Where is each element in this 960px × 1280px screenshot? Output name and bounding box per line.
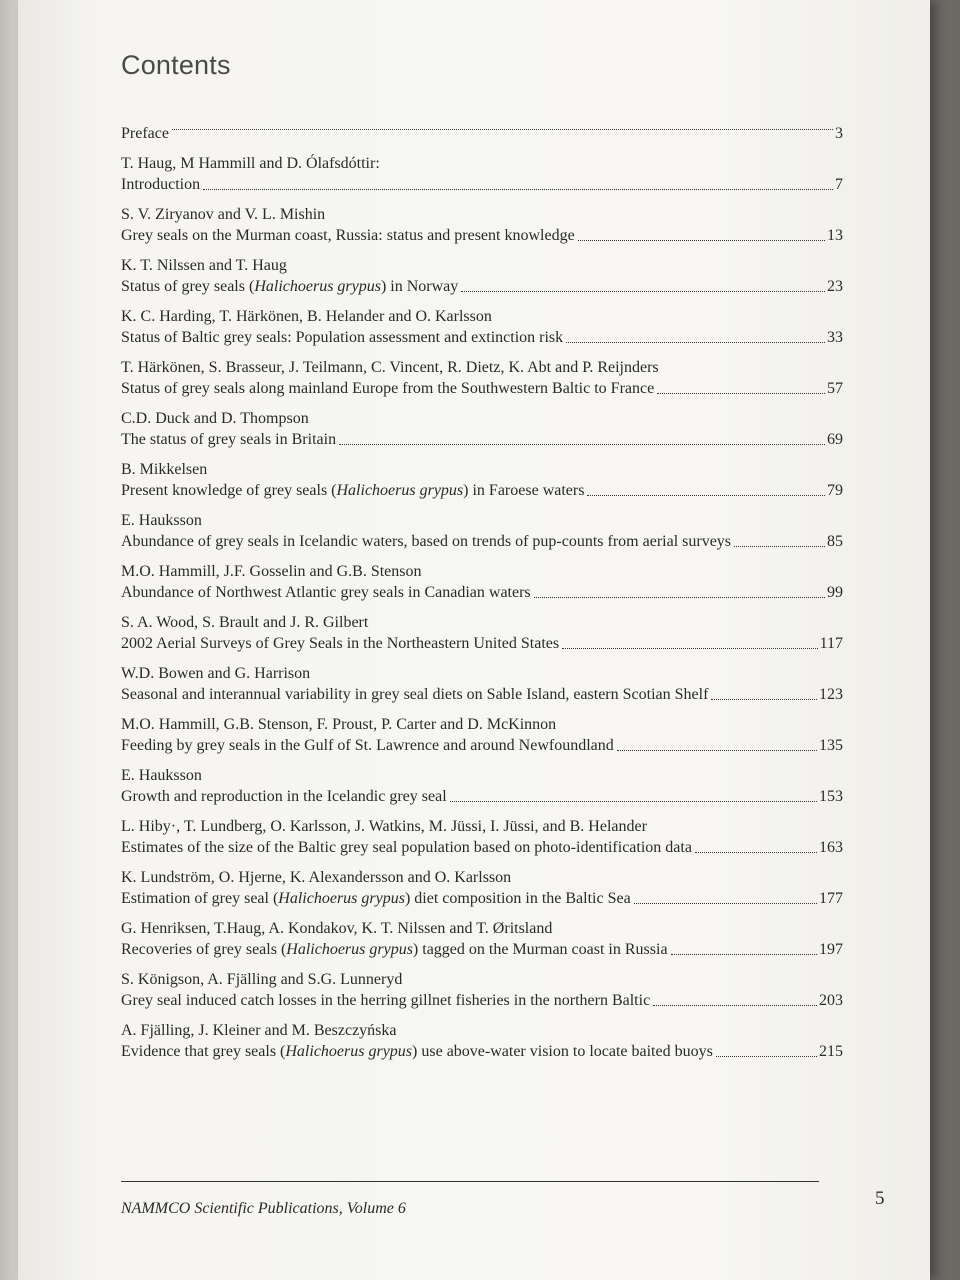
toc-entry-authors: S. V. Ziryanov and V. L. Mishin	[121, 206, 326, 223]
toc-entry-title	[121, 582, 531, 603]
toc-entry-page: 13	[827, 227, 843, 244]
toc-entry-page: 123	[819, 686, 843, 703]
toc-entry-title	[121, 1041, 713, 1062]
toc-entry-page: 33	[827, 329, 843, 346]
dot-leader	[634, 903, 817, 904]
toc-entry-page: 3	[835, 125, 843, 142]
dot-leader	[578, 240, 825, 241]
toc-entry-title-text: Estimation of grey seal (	[121, 890, 279, 907]
toc-entry-title-text: Seasonal and interannual variability in grey seal diets on Sable Island, eastern Scotian Shelf	[121, 686, 709, 703]
dot-leader	[617, 750, 817, 751]
toc-entry	[121, 357, 843, 399]
toc-entry-title-text: Status of grey seals along mainland Europe from the Southwestern Baltic to France	[121, 380, 655, 397]
dot-leader	[695, 852, 817, 853]
toc-entry-title-text: Status of grey seals (	[121, 278, 255, 295]
toc-entry-title	[121, 633, 559, 654]
toc-entry-title	[121, 429, 336, 450]
toc-entry-species-name: Halichoerus grypus	[254, 278, 381, 295]
toc-entry	[121, 255, 843, 297]
toc-entry-title	[121, 225, 575, 246]
toc-entry-title	[121, 684, 708, 705]
toc-entry-title	[121, 888, 631, 909]
toc-entry-page: 203	[819, 992, 843, 1009]
dot-leader	[203, 189, 833, 190]
toc-entry-title	[121, 837, 692, 858]
toc-entry	[121, 816, 843, 858]
document-page	[18, 0, 930, 1280]
toc-entry-authors: T. Härkönen, S. Brasseur, J. Teilmann, C. Vincent, R. Dietz, K. Abt and P. Reijnders	[121, 359, 659, 376]
toc-entry-title-text: Feeding by grey seals in the Gulf of St. Lawrence and around Newfoundland	[121, 737, 614, 754]
toc-entry-title-text: Recoveries of grey seals (	[121, 941, 287, 958]
toc-entry	[121, 663, 843, 705]
toc-entry-authors: A. Fjälling, J. Kleiner and M. Beszczyńska	[121, 1022, 397, 1039]
toc-entry	[121, 867, 843, 909]
toc-entry-page: 153	[819, 788, 843, 805]
footer-rule	[121, 1181, 819, 1182]
toc-entry-authors: M.O. Hammill, G.B. Stenson, F. Proust, P. Carter and D. McKinnon	[121, 716, 557, 733]
toc-entry-species-name: Halichoerus grypus	[286, 941, 413, 958]
dot-leader	[450, 801, 817, 802]
toc-entry-title	[121, 276, 458, 297]
toc-entry-authors: K. T. Nilssen and T. Haug	[121, 257, 287, 274]
toc-entry	[121, 918, 843, 960]
toc-entry-page: 85	[827, 533, 843, 550]
toc-entry	[121, 612, 843, 654]
dot-leader	[657, 393, 825, 394]
toc-entry-page: 99	[827, 584, 843, 601]
toc-entry-page: 197	[819, 941, 843, 958]
toc-entry	[121, 561, 843, 603]
toc-entry-title	[121, 786, 447, 807]
toc-entry-authors: W.D. Bowen and G. Harrison	[121, 665, 311, 682]
toc-entry-authors: K. C. Harding, T. Härkönen, B. Helander and O. Karlsson	[121, 308, 492, 325]
toc-entry-authors: C.D. Duck and D. Thompson	[121, 410, 309, 427]
contents-heading: Contents	[121, 50, 231, 80]
toc-entry-preface	[121, 114, 843, 144]
toc-entry-title	[121, 939, 668, 960]
dot-leader	[711, 699, 817, 700]
dot-leader	[534, 597, 825, 598]
dot-leader	[716, 1056, 817, 1057]
toc-entry-title-text: ) diet composition in the Baltic Sea	[404, 890, 631, 907]
dot-leader	[653, 1005, 817, 1006]
toc-entry	[121, 969, 843, 1011]
toc-entry	[121, 1020, 843, 1062]
toc-entry	[121, 714, 843, 756]
toc-entry-title-text: Status of Baltic grey seals: Population assessment and extinction risk	[121, 329, 564, 346]
toc-entry-authors: M.O. Hammill, J.F. Gosselin and G.B. Stenson	[121, 563, 422, 580]
toc-entry-title-text: Abundance of Northwest Atlantic grey seals in Canadian waters	[121, 584, 531, 601]
toc-entry	[121, 153, 843, 195]
toc-entry-title	[121, 735, 614, 756]
dot-leader	[461, 291, 825, 292]
toc-entry-title-text: Evidence that grey seals (	[121, 1043, 286, 1060]
toc-entry-title-text: Present knowledge of grey seals (	[121, 482, 337, 499]
toc-entry-title	[121, 378, 654, 399]
toc-entry-title-text: ) in Norway	[380, 278, 459, 295]
toc-entry-title-text: ) in Faroese waters	[463, 482, 585, 499]
toc-entry-authors: S. A. Wood, S. Brault and J. R. Gilbert	[121, 614, 369, 631]
toc-entry-page: 79	[827, 482, 843, 499]
toc-entry-species-name: Halichoerus grypus	[278, 890, 405, 907]
toc-entry-species-name: Halichoerus grypus	[336, 482, 464, 499]
dot-leader	[734, 546, 825, 547]
toc-entry-authors: L. Hiby·, T. Lundberg, O. Karlsson, J. Watkins, M. Jüssi, I. Jüssi, and B. Helander	[121, 818, 647, 835]
toc-entry-authors: E. Hauksson	[121, 767, 202, 784]
toc-entry-title	[121, 531, 731, 552]
toc-entry-title-text: Introduction	[121, 176, 201, 193]
toc-entry-title	[121, 480, 584, 501]
footer-publication: NAMMCO Scientific Publications, Volume 6	[121, 1200, 406, 1217]
toc-entry	[121, 459, 843, 501]
dot-leader	[172, 129, 833, 130]
toc-entry-page: 177	[819, 890, 843, 907]
toc-entry	[121, 765, 843, 807]
toc-entry-title	[121, 990, 650, 1011]
toc-entry-authors: T. Haug, M Hammill and D. Ólafsdóttir:	[121, 155, 380, 172]
toc-entry-title-text: The status of grey seals in Britain	[121, 431, 337, 448]
toc-entry-page: 7	[835, 176, 843, 193]
page-number: 5	[875, 1188, 885, 1209]
toc-entry	[121, 408, 843, 450]
dot-leader	[339, 444, 825, 445]
toc-entry-title-text: Abundance of grey seals in Icelandic waters, based on trends of pup-counts from aerial surveys	[121, 533, 732, 550]
toc-entry-title	[121, 174, 200, 195]
toc-entry-page: 57	[827, 380, 843, 397]
toc-entry-authors: S. Königson, A. Fjälling and S.G. Lunneryd	[121, 971, 403, 988]
toc-entry-page: 215	[819, 1043, 843, 1060]
dot-leader	[671, 954, 817, 955]
toc-entry-title-text: Grey seal induced catch losses in the herring gillnet fisheries in the northern Baltic	[121, 992, 651, 1009]
toc-entry-species-name: Halichoerus grypus	[285, 1043, 413, 1060]
toc-entry-title-text: Growth and reproduction in the Icelandic grey seal	[121, 788, 447, 805]
dot-leader	[566, 342, 825, 343]
toc-entry-authors: G. Henriksen, T.Haug, A. Kondakov, K. T. Nilssen and T. Øritsland	[121, 920, 553, 937]
toc-entry-title: Preface	[121, 125, 169, 142]
toc-entry-title-text: Estimates of the size of the Baltic grey seal population based on photo-identification data	[121, 839, 692, 856]
toc-entry	[121, 510, 843, 552]
toc-entry-page: 135	[819, 737, 843, 754]
toc-entry-title-text: ) use above-water vision to locate baited buoys	[412, 1043, 713, 1060]
toc-entry-authors: K. Lundström, O. Hjerne, K. Alexandersson and O. Karlsson	[121, 869, 512, 886]
toc-entry-authors: B. Mikkelsen	[121, 461, 208, 478]
table-of-contents	[121, 114, 843, 1062]
toc-entry	[121, 204, 843, 246]
toc-entry-title-text: 2002 Aerial Surveys of Grey Seals in the Northeastern United States	[121, 635, 560, 652]
dot-leader	[562, 648, 817, 649]
toc-entry-page: 163	[819, 839, 843, 856]
toc-entry-title-text: ) tagged on the Murman coast in Russia	[412, 941, 668, 958]
toc-entry-title-text: Grey seals on the Murman coast, Russia: status and present knowledge	[121, 227, 575, 244]
toc-entry-title	[121, 327, 563, 348]
toc-entry-page: 117	[819, 635, 843, 652]
dot-leader	[587, 495, 825, 496]
toc-entry-page: 69	[827, 431, 843, 448]
toc-entry-page: 23	[827, 278, 843, 295]
toc-entry	[121, 306, 843, 348]
toc-entry-authors: E. Hauksson	[121, 512, 202, 529]
